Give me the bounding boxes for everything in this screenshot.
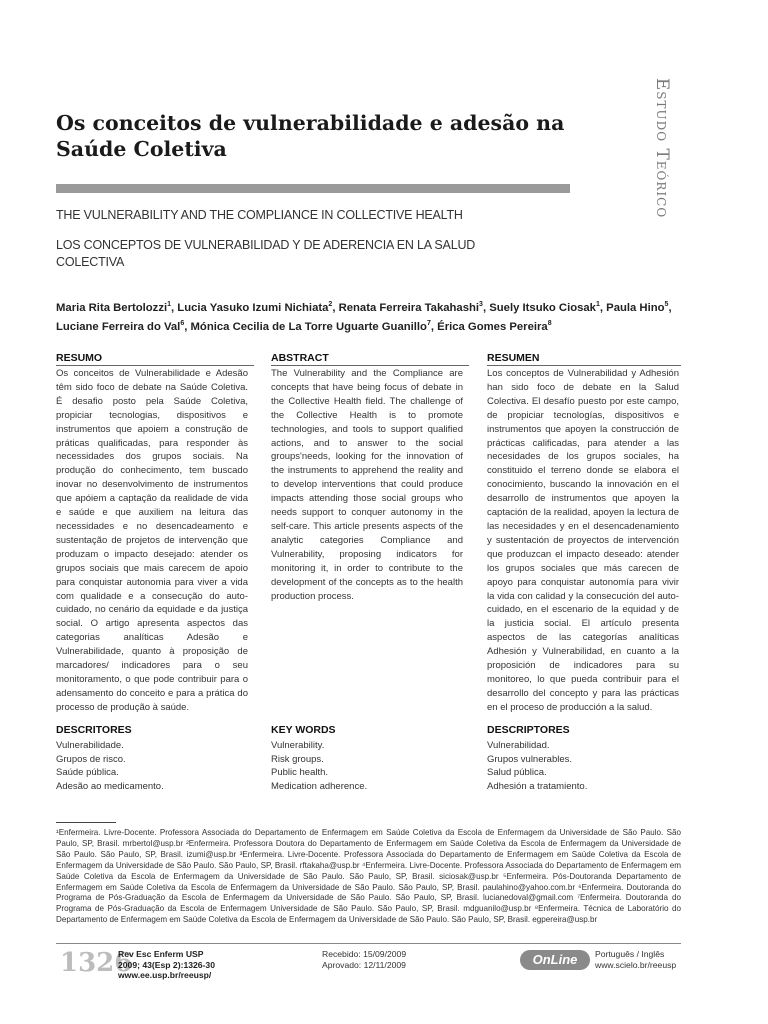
footer-rule [56, 943, 681, 944]
abstract-english [271, 352, 463, 603]
abstract-text: Los conceptos de Vulnerabilidad y Adhesión han sido foco de debate en la Salud Colectiva. El desafío puesto por este campo, de propiciar tecnologías, dispositivos e instrumentos que apoyen la construcción de prácticas calificadas, para atender a las necesidades de los grupos sociales, ha constituido el terreno donde se elabora el conocimiento, buscando la innovación en el desarrollo de instrumentos que apoyen la captación de la realidad, apoyen la lectura de las necesidades y en el desencadenamiento y sustentación de proyectos de intervención que produzcan el impacto deseado: atender los grupos sociales que más carecen de apoyo para conquistar autonomía para vivir la vida con calidad y la consecución del auto-cuidado, en el escenario de la equidad y de la justicia social. El artículo presenta aspectos de las categorías analíticas Adhesión y Vulnerabilidad, en cuanto a la proposición de indicadores para su monitoreo, lo que pueda contribuir para el desarrollo del concepto y para las prácticas en el proceso de producción a la salud. [487, 368, 679, 713]
author-ref: 5 [664, 301, 669, 308]
author-name: Paula Hino [606, 301, 665, 314]
english-title: THE VULNERABILITY AND THE COMPLIANCE IN COLLECTIVE HEALTH [56, 208, 463, 222]
article-title: Os conceitos de vulnerabilidade e adesão na Saúde Coletiva [56, 111, 565, 161]
abstract-text: The Vulnerability and the Compliance are concepts that have being focus of debate in the Collective Health field. The challenge of the Collective Health is to promote technologies, and tools to support qualified actions, and to answer to the social groups'needs, looking for the innovation of the instruments to apprehend the reality and to develop interventions that could produce impacts attending those social groups who needs support to conquer autonomy in the self-care. This article presents aspects of the analytic categories Compliance and Vulnerability, proposing indicators for monitoring it, in order to contribute to the development of the concepts as to the health production process. [271, 368, 463, 602]
spanish-title: LOS CONCEPTOS DE VULNERABILIDAD Y DE ADERENCIA EN LA SALUD COLECTIVA [56, 238, 476, 269]
keyword-item: Public health. [271, 767, 329, 778]
submission-dates [322, 949, 406, 970]
keyword-item: Vulnerabilidad. [487, 740, 550, 751]
keywords-portuguese [56, 724, 246, 793]
author-ref: 7 [426, 319, 431, 327]
keyword-item: Risk groups. [271, 753, 324, 765]
approved-date: Aprovado: 12/11/2009 [322, 959, 406, 970]
language-info [595, 949, 676, 970]
author-affiliations: ¹Enfermeira. Livre-Docente. Professora Associada do Departamento de Enfermagem em Saúde Coletiva da Escola de Enfermagem da Universidade de São Paulo. São Paulo, SP, Brasil. mrbertol@usp.br ²Enfermeira. Professora Doutora do Departamento de Enfermagem em Saúde Coletiva da Escola de Enfermagem da Universidade de São Paulo. São Paulo, SP, Brasil. izumi@usp.br ³Enfermeira. Livre-Docente. Professora Associada do Departamento de Enfermagem em Saúde Coletiva da Escola de Enfermagem da Universidade de São Paulo. São Paulo, SP, Brasil. rftakaha@usp.br ⁴Enfermeira. Livre-Docente. Professora Associada do Departamento de Enfermagem em Saúde Coletiva da Escola de Enfermagem da Universidade de São Paulo. São Paulo, SP, Brasil. siciosak@usp.br ⁵Enfermeira. Pós-Doutoranda Departamento de Enfermagem em Saúde Coletiva da Escola de Enfermagem da Universidade de São Paulo. São Paulo, SP, Brasil. paulahino@yahoo.com.br ⁶Enfermeira. Doutoranda do Programa de Pós-Graduação da Escola de Enfermagem da Universidade de São Paulo. São Paulo, SP, Brasil. lucianedoval@gmail.com ⁷Enfermeira. Doutoranda do Programa de Pós-Graduação da Escola de Enfermagem Universidade de São Paulo. São Paulo, SP, Brasil. mdguanilo@usp.br ⁸Enfermeira. Técnica de Laboratório do Departamento de Enfermagem em Saúde Coletiva da Escola de Enfermagem da Universidade de São Paulo. São Paulo, SP, Brasil. egpereira@usp.br [56, 828, 681, 925]
languages: Português / Inglês [595, 949, 665, 959]
keywords-english [271, 724, 461, 793]
online-logo: OnLine [520, 950, 590, 970]
keyword-item: Saúde pública. [56, 767, 119, 778]
keyword-item: Vulnerability. [271, 740, 325, 751]
keywords-spanish [487, 724, 677, 793]
author-name: Renata Ferreira Takahashi [338, 301, 480, 314]
keywords-heading: DESCRIPTORES [487, 724, 570, 736]
author-name: Suely Itsuko Ciosak [489, 301, 596, 314]
abstract-heading: ABSTRACT [271, 352, 329, 364]
section-label: Estudo Teórico [652, 77, 672, 219]
title-divider-bar [56, 184, 570, 193]
scielo-url[interactable]: www.scielo.br/reeusp [595, 959, 677, 970]
journal-info [118, 949, 215, 981]
author-name: Érica Gomes Pereira [437, 320, 548, 333]
keyword-item: Medication adherence. [271, 780, 368, 792]
footnote-rule [56, 822, 116, 823]
keyword-item: Grupos vulnerables. [487, 753, 573, 765]
page-number: 1326 [60, 948, 133, 978]
abstract-heading: RESUMEN [487, 352, 540, 364]
author-ref: 8 [547, 319, 552, 327]
keyword-item: Salud pública. [487, 767, 547, 778]
keyword-item: Adhesión a tratamiento. [487, 780, 588, 792]
author-name: Lucia Yasuko Izumi Nichiata [177, 301, 329, 314]
journal-issue: 2009; 43(Esp 2):1326-30 [118, 959, 215, 970]
keyword-item: Grupos de risco. [56, 753, 126, 765]
author-ref: 1 [595, 301, 600, 308]
author-ref: 6 [180, 319, 185, 327]
author-name: Maria Rita Bertolozzi [56, 301, 168, 314]
keywords-heading: DESCRITORES [56, 724, 132, 736]
author-list: Maria Rita Bertolozzi$^1$, Lucia Yasuko Izumi Nichiata$^2$, Renata Ferreira Takahashi$^3$, Suely Itsuko Ciosak$^1$, Paula Hino$^5$, Luciane Ferreira do Val$^6$, Mónica Cecilia de La Torre Uguarte Guanillo$^7$, Érica Gomes Pereira$^8$ [56, 301, 672, 333]
author-name: Luciane Ferreira do Val [56, 320, 181, 333]
abstract-text: Os conceitos de Vulnerabilidade e Adesão têm sido foco de debate na Saúde Coletiva. É desafio posto pela Saúde Coletiva, propiciar tecnologias, dispositivos e instrumentos que apoiem a construção de práticas qualificadas, para responder às necessidades dos grupos sociais. Na produção do conhecimento, tem buscado inovar no desenvolvimento de instrumentos que apóiem a captação da realidade de vida e saúde e que auxiliem na leitura das necessidades e no desencadeamento e sustentação de projetos de intervenção que produzam o impacto desejado: atender os grupos sociais que mais carecem de apoio para conquistar autonomia para viver a vida com qualidade e a consecução do auto-cuidado, no cenário da equidade e da justiça social. O artigo apresenta aspectos das categorias analíticas Adesão e Vulnerabilidade, quanto à proposição de marcadores/ indicadores para o seu monitoramento, o que pode contribuir para o adensamento do conceito e para a prática do processo de produção à saúde. [56, 368, 248, 713]
author-name: Mónica Cecilia de La Torre Uguarte Guanillo [190, 320, 427, 333]
author-ref: 2 [328, 301, 333, 308]
keyword-item: Vulnerabilidade. [56, 740, 124, 751]
keywords-heading: KEY WORDS [271, 724, 336, 736]
journal-url[interactable]: www.ee.usp.br/reeusp/ [118, 970, 212, 981]
author-ref: 3 [479, 301, 483, 308]
journal-name: Rev Esc Enferm USP [118, 949, 204, 959]
abstract-heading: RESUMO [56, 352, 103, 364]
abstract-spanish [487, 352, 679, 715]
received-date: Recebido: 15/09/2009 [322, 949, 407, 959]
abstract-portuguese [56, 352, 248, 715]
keyword-item: Adesão ao medicamento. [56, 780, 164, 792]
author-ref: 1 [167, 301, 172, 308]
